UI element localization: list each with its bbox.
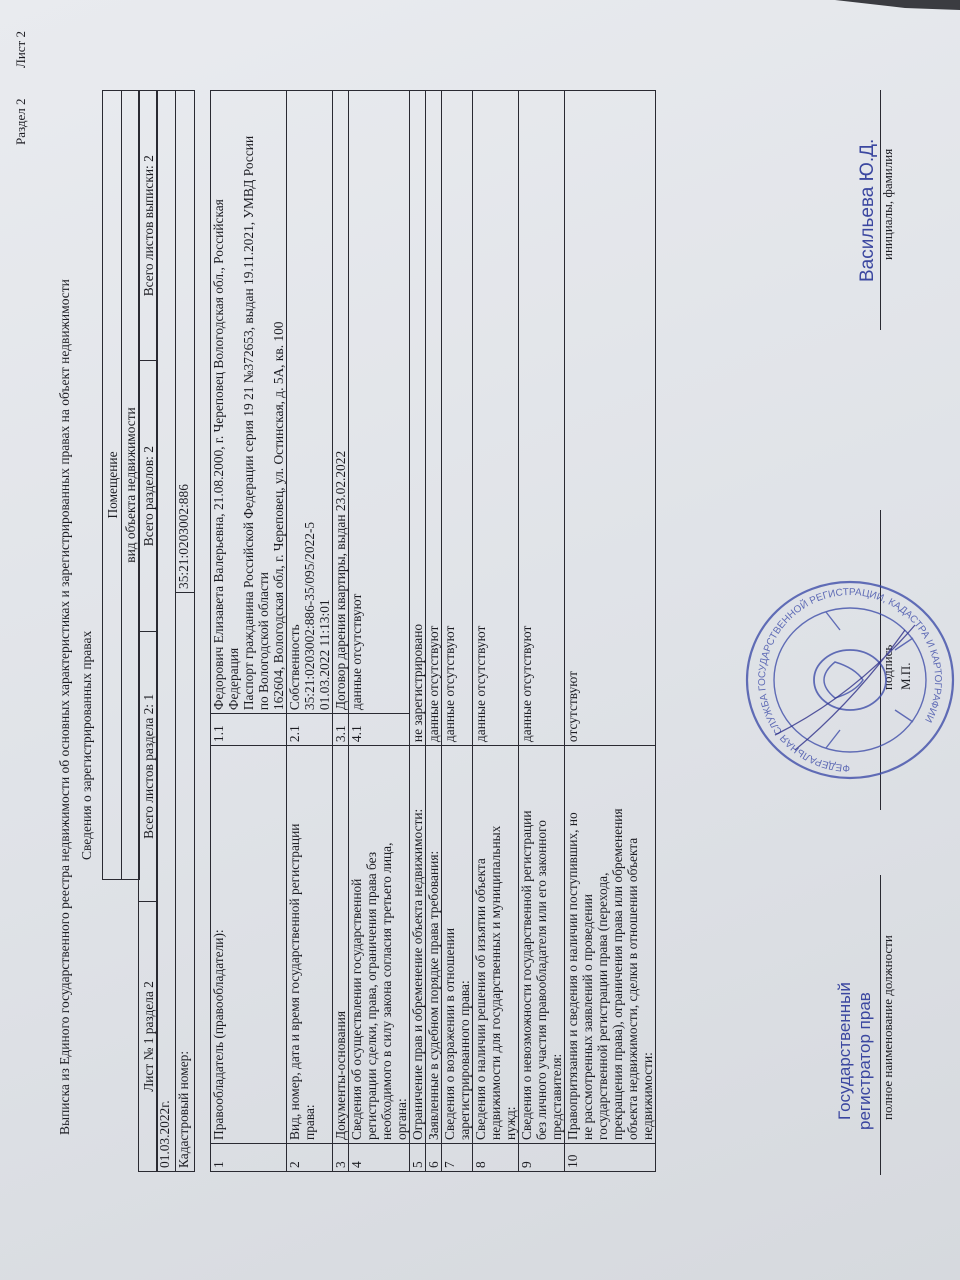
row-subnumber: 2.1 [287, 714, 333, 746]
row-label-line: Правообладатель (правообладатели): [211, 929, 226, 1140]
row-label-line: необходимого в силу закона согласия третьего лица, [379, 842, 394, 1140]
row-value-line: данные отсутствуют [519, 625, 534, 743]
row-subnumber: 4.1 [349, 714, 410, 746]
row-label-line: нужд: [503, 1106, 518, 1140]
rights-table [210, 90, 656, 1172]
row-label [287, 746, 333, 1144]
row-label-line: не рассмотренных заявлений о проведении [580, 894, 595, 1140]
row-subnumber: 1.1 [211, 714, 287, 746]
row-number: 7 [442, 1143, 473, 1171]
stamp-caption: М.П. [898, 662, 913, 690]
row-number: 6 [426, 1143, 442, 1171]
row-label [565, 746, 656, 1144]
position-caption: полное наименование должности [880, 935, 895, 1120]
row-label-line: представителя: [549, 1053, 564, 1140]
row-value-line: отсутствуют [565, 671, 580, 743]
rights-row [349, 91, 410, 1172]
rights-row [211, 91, 287, 1172]
total-extract-sheets: Всего листов выписки: 2 [139, 91, 158, 361]
document-title: Выписка из Единого государственного реестра недвижимости об основных характеристиках и зарегистрированных правах на объект недвижимости [57, 279, 72, 1135]
row-value [473, 91, 519, 746]
sheet-info-table [138, 90, 158, 1172]
cadastral-label: Кадастровый номер: [176, 593, 195, 1172]
row-value-line: данные отсутствуют [473, 625, 488, 743]
object-type-caption: вид объекта недвижимости [122, 91, 140, 880]
row-label-line: Сведения о невозможности государственной регистрации [519, 810, 534, 1140]
row-label-line: Вид, номер, дата и время государственной регистрации [287, 823, 302, 1140]
row-number: 3 [333, 1143, 349, 1171]
row-number: 9 [519, 1143, 565, 1171]
row-value-line: 35:21:0203002:886-35/095/2022-5 [302, 521, 317, 711]
sheet-label: Лист 2 [13, 31, 28, 68]
row-label [442, 746, 473, 1144]
row-value [287, 91, 333, 714]
row-value [519, 91, 565, 746]
row-number: 5 [410, 1143, 426, 1171]
row-label-line: Правопритязания и сведения о наличии поступивших, но [565, 812, 580, 1140]
row-value [333, 91, 349, 714]
name-handwritten: Васильева Ю.Д. [857, 138, 878, 282]
row-label [410, 746, 426, 1144]
row-label-line: Сведения о наличии решения об изъятии объекта [473, 858, 488, 1140]
row-label-line: недвижимости: [640, 1052, 655, 1140]
row-value [442, 91, 473, 746]
date-cadastral-table [156, 90, 195, 1172]
row-label [519, 746, 565, 1144]
row-label-line: регистрации сделки, права, ограничения права без [364, 851, 379, 1140]
cadastral-number: 35:21:0203002:886 [176, 91, 195, 593]
row-value-line: по Вологодской области [256, 572, 271, 711]
signature-caption: подпись [880, 644, 895, 690]
row-label-line: Заявленные в судебном порядке права требования: [426, 850, 441, 1140]
row-subnumber: 3.1 [333, 714, 349, 746]
document-subtitle: Сведения о зарегистрированных правах [79, 630, 94, 860]
row-number: 2 [287, 1143, 333, 1171]
row-value [211, 91, 287, 714]
row-value-line: данные отсутствуют [442, 625, 457, 743]
rights-row [426, 91, 442, 1172]
rights-row [333, 91, 349, 1172]
row-value [426, 91, 442, 746]
row-value-line: 162604, Вологодская обл, г. Череповец, ул. Остинская, д. 5А, кв. 100 [271, 321, 286, 711]
rights-row [287, 91, 333, 1172]
extract-date: 01.03.2022г. [157, 91, 176, 1172]
row-value [410, 91, 426, 746]
row-value-line: данные отсутствуют [426, 625, 441, 743]
row-label [349, 746, 410, 1144]
object-type-table [102, 90, 140, 880]
row-value-line: не зарегистрировано [410, 623, 425, 743]
svg-text:ФЕДЕРАЛЬНАЯ СЛУЖБА ГОСУДАРСТВЕ: ФЕДЕРАЛЬНАЯ СЛУЖБА ГОСУДАРСТВЕННОЙ РЕГИСТРАЦИИ, КАДАСТРА И КАРТОГРАФИИ [756, 586, 944, 774]
row-value-line: Собственность [287, 624, 302, 711]
row-label [211, 746, 287, 1144]
row-label-line: органа: [394, 1098, 409, 1140]
row-number: 10 [565, 1143, 656, 1171]
row-number: 1 [211, 1143, 287, 1171]
row-label-line: объекта недвижимости, сделки в отношении объекта [625, 837, 640, 1140]
row-value-line: 01.03.2022 11:13:01 [317, 599, 332, 711]
row-number: 8 [473, 1143, 519, 1171]
section-label: Раздел 2 [13, 98, 28, 145]
row-label-line: недвижимости для государственных и муниципальных [488, 825, 503, 1140]
name-caption: инициалы, фамилия [880, 148, 895, 260]
row-value [349, 91, 410, 714]
row-label-line: Ограничение прав и обременение объекта недвижимости: [410, 808, 425, 1140]
row-value-line: Договор дарения квартиры, выдан 23.02.2022 [333, 450, 348, 711]
row-label-line: без личного участия правообладателя или его законного [534, 820, 549, 1140]
row-value-line: Федорович Елизавета Валерьевна, 21.08.2000, г. Череповец Вологодская обл., Российская [211, 199, 226, 711]
row-label-line: государственной регистрации права (перехода, [595, 872, 610, 1140]
rights-row [410, 91, 426, 1172]
official-seal-icon [735, 570, 960, 790]
row-label-line: прекращения права), ограничения права или обременения [610, 808, 625, 1140]
rights-row [473, 91, 519, 1172]
row-label [333, 746, 349, 1144]
row-value [565, 91, 656, 746]
row-label [426, 746, 442, 1144]
row-value-line: Федерация [226, 647, 241, 711]
row-number: 4 [349, 1143, 410, 1171]
rights-row [565, 91, 656, 1172]
row-label-line: Документы-основания [333, 1010, 348, 1140]
row-value-line: данные отсутствуют [349, 593, 364, 711]
row-label [473, 746, 519, 1144]
row-label-line: зарегистрированного права: [457, 980, 472, 1140]
row-label-line: Сведения об осуществлении государственной [349, 878, 364, 1140]
position-handwritten: Государственный регистратор прав [835, 982, 874, 1130]
row-value-line: Паспорт гражданина Российской Федерации серия 19 21 №372653, выдан 19.11.2021, УМВД России [241, 135, 256, 711]
object-type-value: Помещение [103, 91, 122, 880]
sheet-number: Лист № 1 раздела 2 [139, 901, 158, 1171]
rights-row [519, 91, 565, 1172]
row-label-line: права: [302, 1104, 317, 1140]
total-section-sheets: Всего листов раздела 2: 1 [139, 631, 158, 901]
rights-row [442, 91, 473, 1172]
total-sections: Всего разделов: 2 [139, 361, 158, 631]
row-label-line: Сведения о возражении в отношении [442, 928, 457, 1140]
